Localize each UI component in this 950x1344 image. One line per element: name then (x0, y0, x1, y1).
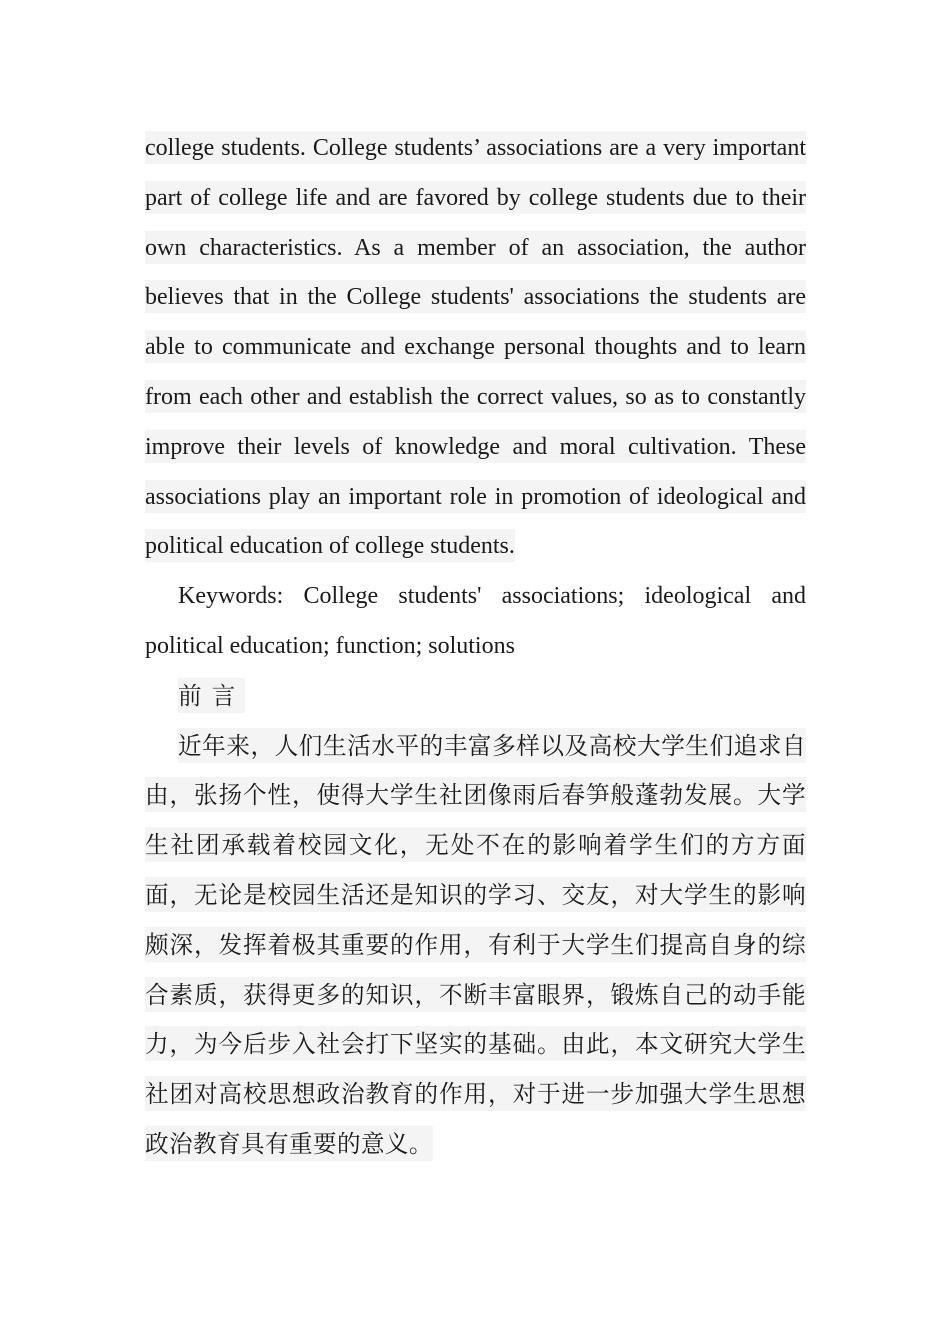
preface-text: 近年来，人们生活水平的丰富多样以及高校大学生们追求自由，张扬个性，使得大学生社团像雨后春笋般蓬勃发展。大学生社团承载着校园文化，无处不在的影响着学生们的方方面面，无论是校园生活还是知识的学习、交友，对大学生的影响颇深，发挥着极其重要的作用，有利于大学生们提高自身的综合素质，获得更多的知识，不断丰富眼界，锻炼自己的动手能力，为今后步入社会打下坚实的基础。由此，本文研究大学生社团对高校思想政治教育的作用，对于进一步加强大学生思想政治教育具有重要的意义。 (145, 728, 806, 1161)
preface-paragraph (145, 722, 806, 1170)
preface-heading-text: 前言 (178, 678, 245, 713)
document-page (145, 124, 806, 1170)
keywords-paragraph (145, 572, 806, 672)
abstract-text: college students. College students’ associations are a very important part of college life and are favored by college students due to their own characteristics. As a member of an association, the author believes that in the College students' associations the students are able to communicate and exchange personal thoughts and to learn from each other and establish the correct values, so as to constantly improve their levels of knowledge and moral cultivation. These associations play an important role in promotion of ideological and political education of college students. (145, 131, 806, 562)
preface-heading (145, 672, 806, 722)
abstract-paragraph (145, 124, 806, 572)
keywords-text: Keywords: College students' associations; ideological and political education; function; solutions (145, 583, 806, 659)
